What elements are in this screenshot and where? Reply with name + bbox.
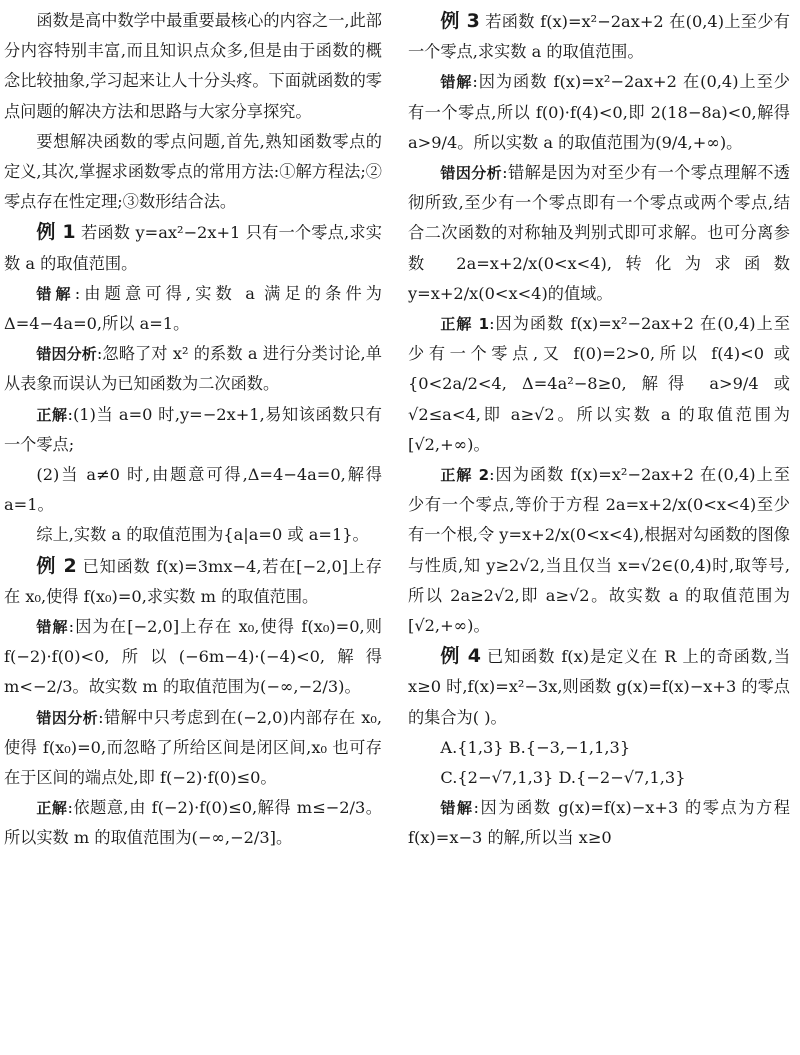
paragraph-text: :由题意可得,实数 a 满足的条件为 Δ=4−4a=0,所以 a=1。 [4,283,382,334]
paragraph-text: :忽略了对 x² 的系数 a 进行分类讨论,单从表象而误认为已知函数为二次函数。 [4,344,382,394]
right-paragraph-5 [408,641,790,733]
left-paragraph-7 [4,520,382,550]
paragraph-text: 要想解决函数的零点问题,首先,熟知函数零点的定义,其次,掌握求函数零点的常用方法:①解方程法;②零点存在性定理;③数形结合法。 [4,131,382,212]
left-paragraph-3 [4,279,382,339]
left-paragraph-4 [4,339,382,399]
right-paragraph-6 [408,733,790,763]
paragraph-text: :因为函数 f(x)=x²−2ax+2 在(0,4)上至少有一个零点,等价于方程 2a=x+2/x(0<x<4)至少有一个根,令 y=x+2/x(0<x<4),根据对勾函数的图像与性质,知 y≥2√2,当且仅当 x=√2∈(0,4)时,取等号,所以 2a≥2√2,即 a≥√2。故实数 a 的取值范围为[√2,+∞)。 [408,465,790,636]
paragraph-text: (2)当 a≠0 时,由题意可得,Δ=4−4a=0,解得 a=1。 [4,465,382,515]
paragraph-text: 函数是高中数学中最重要最核心的内容之一,此部分内容特别丰富,而且知识点众多,但是由于函数的概念比较抽象,学习起来让人十分头疼。下面就函数的零点问题的解决方法和思路与大家分享探究。 [4,11,382,121]
paragraph-text: 若函数 y=ax²−2x+1 只有一个零点,求实数 a 的取值范围。 [4,223,382,273]
paragraph-text: :因为函数 f(x)=x²−2ax+2 在(0,4)上至少有一个零点,又 f(0)=2>0,所以 f(4)<0 或 {0<2a/2<4, Δ=4a²−8≥0, 解得 a>9/4 或 √2≤a<4,即 a≥√2。所以实数 a 的取值范围为[√2,+∞)。 [408,314,790,454]
paragraph-text: :依题意,由 f(−2)·f(0)≤0,解得 m≤−2/3。所以实数 m 的取值范围为(−∞,−2/3]。 [4,798,382,848]
paragraph-text: 已知函数 f(x)是定义在 R 上的奇函数,当 x≥0 时,f(x)=x²−3x,则函数 g(x)=f(x)−x+3 的零点的集合为( )。 [408,647,791,727]
paragraph-text: 已知函数 f(x)=3mx−4,若在[−2,0]上存在 x₀,使得 f(x₀)=0,求实数 m 的取值范围。 [4,556,382,606]
left-paragraph-0 [4,6,382,127]
paragraph-text: A.{1,3} B.{−3,−1,1,3} [440,737,631,757]
section-label: 正解 [36,405,68,424]
left-paragraph-11 [4,793,382,853]
section-label: 错解 [440,799,474,818]
paragraph-text: :(1)当 a=0 时,y=−2x+1,易知该函数只有一个零点; [4,404,382,454]
left-paragraph-6 [4,460,382,520]
example-label: 例 2 [36,554,77,577]
right-paragraph-0 [408,6,790,67]
paragraph-text: :因为函数 f(x)=x²−2ax+2 在(0,4)上至少有一个零点,所以 f(0)·f(4)<0,即 2(18−8a)<0,解得 a>9/4。所以实数 a 的取值范围为(9/4,+∞)。 [408,72,790,152]
left-paragraph-10 [4,703,382,794]
paragraph-text: C.{2−√7,1,3} D.{−2−√7,1,3} [440,768,686,788]
left-paragraph-1 [4,127,382,218]
section-label: 错因分析 [36,345,97,364]
example-label: 例 4 [440,645,481,668]
paragraph-text: :错解中只考虑到在(−2,0)内部存在 x₀,使得 f(x₀)=0,而忽略了所给区间是闭区间,x₀ 也可存在于区间的端点处,即 f(−2)·f(0)≤0。 [4,707,382,788]
paragraph-text: :因为在[−2,0]上存在 x₀,使得 f(x₀)=0,则 f(−2)·f(0)<0,所以(−6m−4)·(−4)<0,解得 m<−2/3。故实数 m 的取值范围为(−∞,−2/3)。 [4,617,382,697]
right-paragraph-2 [408,158,790,309]
paragraph-text: :错解是因为对至少有一个零点理解不透彻所致,至少有一个零点即有一个零点或两个零点,结合二次函数的对称轴及判别式即可求解。也可分离参数 2a=x+2/x(0<x<4),转化为求函数 y=x+2/x(0<x<4)的值域。 [408,163,790,303]
paragraph-text: :因为函数 g(x)=f(x)−x+3 的零点为方程 f(x)=x−3 的解,所以当 x≥0 [408,798,790,848]
right-column [408,6,790,854]
right-paragraph-4 [408,460,790,641]
left-paragraph-2 [4,217,382,278]
section-label: 正解 [36,799,68,818]
left-paragraph-5 [4,400,382,460]
example-label: 例 3 [440,10,480,32]
left-paragraph-9 [4,612,382,703]
section-label: 错解 [440,73,473,92]
section-label: 错解 [36,618,69,637]
section-label: 错因分析 [440,164,503,183]
example-label: 例 1 [36,221,76,244]
section-label: 正解 1 [440,315,490,334]
section-label: 正解 2 [440,466,490,485]
section-label: 错解 [36,284,75,303]
paragraph-text: 综上,实数 a 的取值范围为{a|a=0 或 a=1}。 [36,525,369,545]
left-column [4,6,382,854]
right-paragraph-7 [408,763,790,793]
right-paragraph-3 [408,309,790,460]
right-paragraph-8 [408,793,790,853]
right-paragraph-1 [408,67,790,158]
section-label: 错因分析 [36,708,99,727]
paragraph-text: 若函数 f(x)=x²−2ax+2 在(0,4)上至少有一个零点,求实数 a 的取值范围。 [408,12,790,62]
left-paragraph-8 [4,551,382,612]
